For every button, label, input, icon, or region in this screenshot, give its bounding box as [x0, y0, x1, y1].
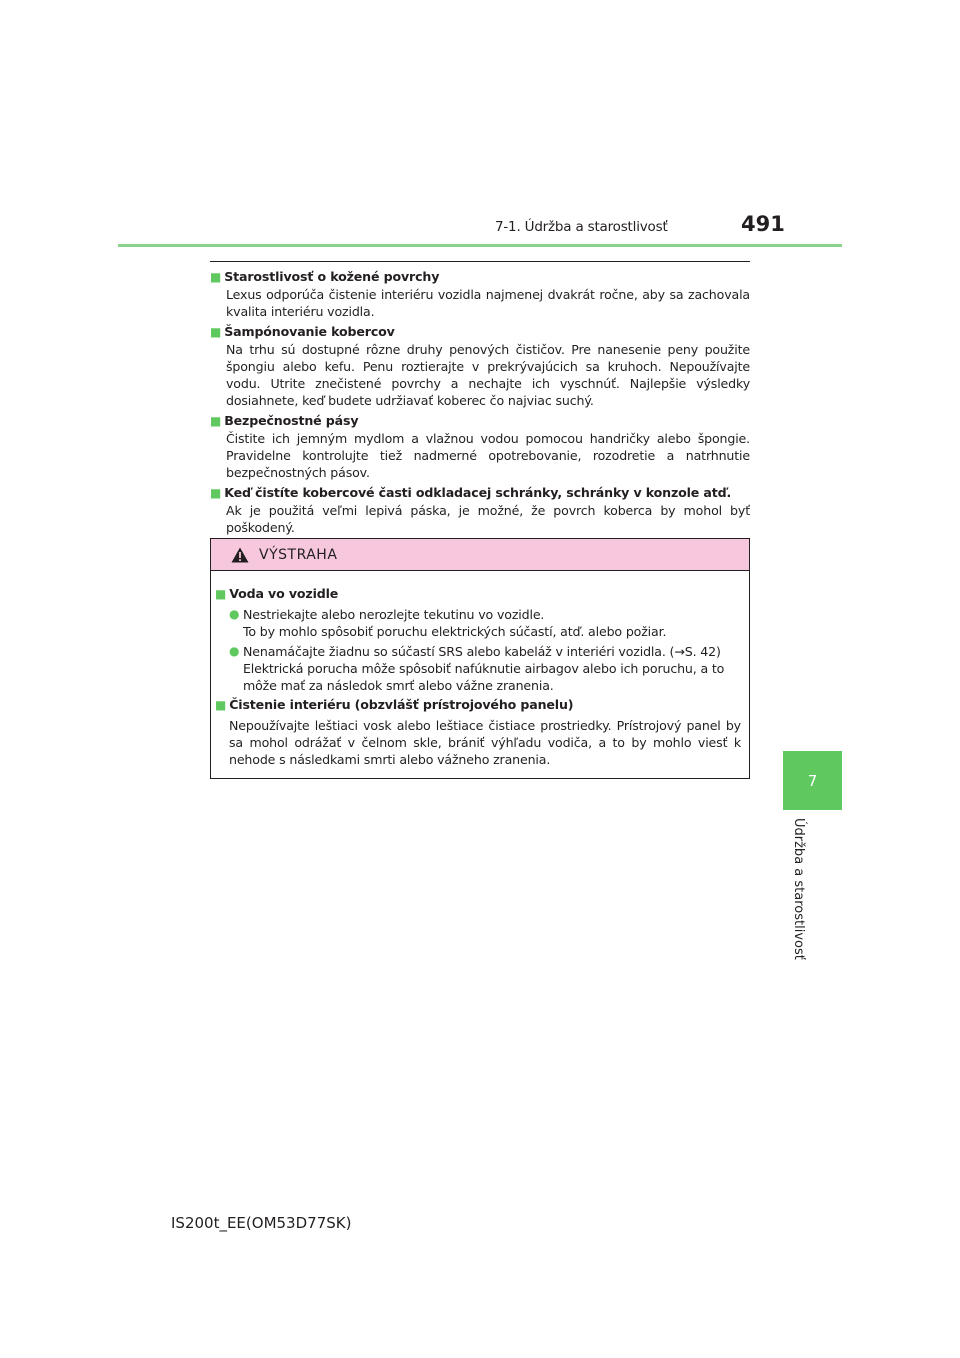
- warning-section-water: [215, 585, 741, 694]
- warning-body: [211, 571, 749, 768]
- dot-bullet-icon: ●: [229, 644, 240, 658]
- warning-title: VÝSTRAHA: [259, 546, 338, 563]
- section-carpet-shampoo: [210, 323, 750, 409]
- section-leather: [210, 268, 750, 320]
- section-body: Ak je použitá veľmi lepivá páska, je možné, že povrch koberca by mohol byť poškodený.: [226, 503, 750, 535]
- square-bullet-icon: ■: [210, 486, 222, 500]
- warning-bullet: [215, 643, 741, 694]
- square-bullet-icon: ■: [215, 698, 227, 712]
- warning-section-body: Nepoužívajte leštiaci vosk alebo leštiace čistiace prostriedky. Prístrojový panel by sa mohol odrážať v čelnom skle, brániť výhľadu vodiča, a to by mohlo viesť k nehode s následkami smrti alebo vážneho zranenia.: [229, 718, 741, 767]
- section-title: Starostlivosť o kožené povrchy: [224, 269, 440, 284]
- header-section-title: 7-1. Údržba a starostlivosť: [495, 219, 668, 235]
- warning-section-title: Čistenie interiéru (obzvlášť prístrojového panelu): [229, 697, 574, 712]
- document-code: IS200t_EE(OM53D77SK): [171, 1214, 352, 1232]
- section-title: Šampónovanie kobercov: [224, 324, 395, 339]
- warning-header: [211, 539, 749, 571]
- section-body: Lexus odporúča čistenie interiéru vozidla najmenej dvakrát ročne, aby sa zachovala kvalita interiéru vozidla.: [226, 287, 750, 319]
- chapter-tab: [783, 751, 842, 810]
- section-seatbelts: [210, 412, 750, 481]
- square-bullet-icon: ■: [210, 270, 222, 284]
- square-bullet-icon: ■: [215, 587, 227, 601]
- warning-section-dashboard: [215, 696, 741, 768]
- section-body: Na trhu sú dostupné rôzne druhy penových čističov. Pre nanesenie peny použite špongiu alebo kefu. Penu roztierajte v prekrývajúcich sa kruhoch. Nepoužívajte vodu. Utrite znečistené povrchy a nechajte ich vyschnúť. Najlepšie výsledky dosiahnete, keď budete udržiavať koberec čo najviac suchý.: [226, 342, 750, 408]
- section-title: Keď čistíte kobercové časti odkladacej schránky, schránky v konzole atď.: [224, 485, 732, 500]
- warning-bullet-line: Elektrická porucha môže spôsobiť nafúknutie airbagov alebo ich poruchu, a to môže mať za následok smrť alebo vážne zranenia.: [243, 661, 725, 693]
- section-carpet-storage: [210, 484, 750, 536]
- warning-box: [210, 538, 750, 779]
- page-number: 491: [741, 212, 785, 236]
- square-bullet-icon: ■: [210, 325, 222, 339]
- warning-bullet-line: Nenamáčajte žiadnu so súčastí SRS alebo kabeláž v interiéri vozidla. (→S. 42): [243, 644, 721, 659]
- chapter-side-label: Údržba a starostlivosť: [791, 818, 806, 960]
- warning-section-title: Voda vo vozidle: [229, 586, 339, 601]
- warning-bullet-line: Nestriekajte alebo nerozlejte tekutinu vo vozidle.: [243, 607, 545, 622]
- square-bullet-icon: ■: [210, 414, 222, 428]
- content-top-rule: [210, 261, 750, 262]
- warning-triangle-icon: [231, 547, 249, 563]
- chapter-tab-number: 7: [807, 771, 818, 790]
- section-title: Bezpečnostné pásy: [224, 413, 359, 428]
- header-rule: [118, 244, 842, 247]
- dot-bullet-icon: ●: [229, 607, 240, 621]
- main-content: [210, 268, 750, 539]
- warning-bullet-line: To by mohlo spôsobiť poruchu elektrických súčastí, atď. alebo požiar.: [243, 624, 667, 639]
- warning-bullet: [215, 606, 741, 640]
- section-body: Čistite ich jemným mydlom a vlažnou vodou pomocou handričky alebo špongie. Pravidelne kontrolujte tiež nadmerné opotrebovanie, rozodretie a natrhnutie bezpečnostných pásov.: [226, 431, 750, 480]
